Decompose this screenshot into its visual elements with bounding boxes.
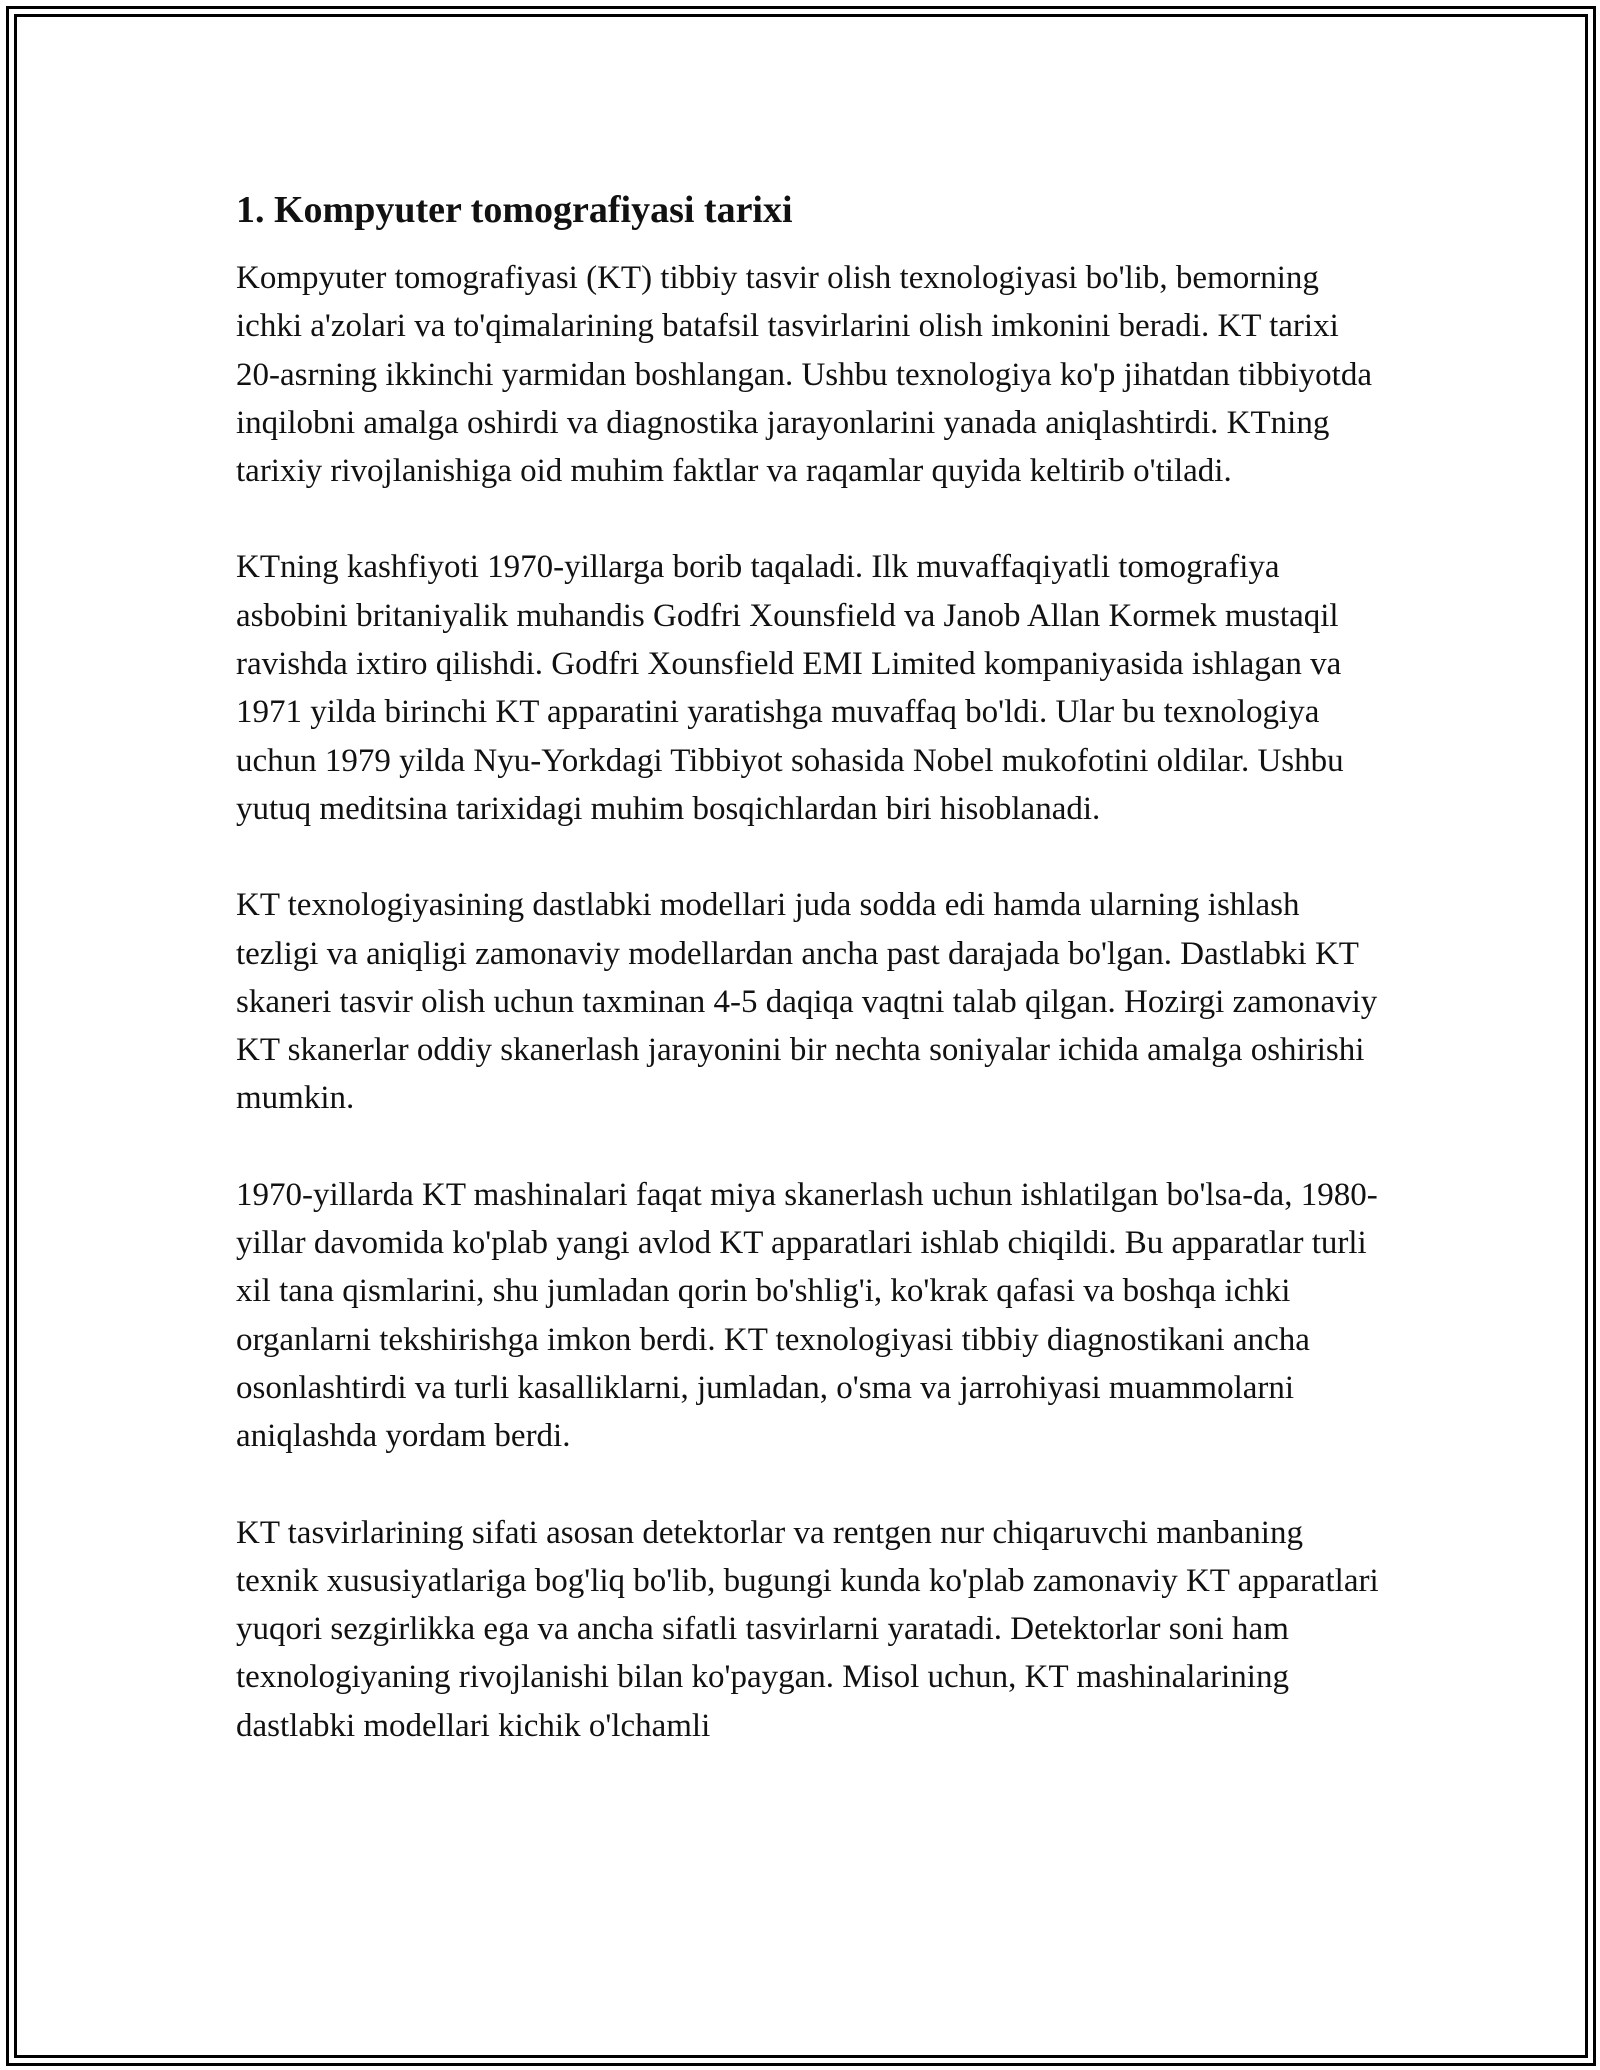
paragraph-1: Kompyuter tomografiyasi (KT) tibbiy tasvir olish texnologiyasi bo'lib, bemorning ichki a'zolari va to'qimalarining batafsil tasvirlarini olish imkonini beradi. KT tarixi 20-asrning ikkinchi yarmidan boshlangan. Ushbu texnologiya ko'p jihatdan tibbiyotda inqilobni amalga oshirdi va diagnostika jarayonlarini yanada aniqlashtirdi. KTning tarixiy rivojlanishiga oid muhim faktlar va raqamlar quyida keltirib o'tiladi. <box>236 260 1373 490</box>
paragraph-4: 1970-yillarda KT mashinalari faqat miya skanerlash uchun ishlatilgan bo'lsa-da, 1980-yillar davomida ko'plab yangi avlod KT apparatlari ishlab chiqildi. Bu apparatlar turli xil tana qismlarini, shu jumladan qorin bo'shlig'i, ko'krak qafasi va boshqa ichki organlarni tekshirishga imkon berdi. KT texnologiyasi tibbiy diagnostikani ancha osonlashtirdi va turli kasalliklarni, jumladan, o'sma va jarrohiyasi muammolarni aniqlashda yordam berdi. <box>236 1176 1378 1455</box>
paragraph-2: KTning kashfiyoti 1970-yillarga borib taqaladi. Ilk muvaffaqiyatli tomografiya asbobini britaniyalik muhandis Godfri Xounsfield va Janob Allan Kormek mustaqil ravishda ixtiro qilishdi. Godfri Xounsfield EMI Limited kompaniyasida ishlagan va 1971 yilda birinchi KT apparatini yaratishga muvaffaq bo'ldi. Ular bu texnologiya uchun 1979 yilda Nyu-Yorkdagi Tibbiyot sohasida Nobel mukofotini oldilar. Ushbu yutuq meditsina tarixidagi muhim bosqichlardan biri hisoblanadi. <box>236 549 1344 827</box>
paragraph-5: KT tasvirlarining sifati asosan detektorlar va rentgen nur chiqaruvchi manbaning texnik xususiyatlariga bog'liq bo'lib, bugungi kunda ko'plab zamonaviy KT apparatlari yuqori sezgirlikka ega va ancha sifatli tasvirlarni yaratadi. Detektorlar soni ham texnologiyaning rivojlanishi bilan ko'paygan. Misol uchun, KT mashinalarining dastlabki modellari kichik o'lchamli <box>236 1514 1379 1744</box>
section-heading: 1. Kompyuter tomografiyasi tarixi <box>236 189 793 231</box>
paragraph-3: KT texnologiyasining dastlabki modellari juda sodda edi hamda ularning ishlash tezligi va aniqligi zamonaviy modellardan ancha past darajada bo'lgan. Dastlabki KT skaneri tasvir olish uchun taxminan 4-5 daqiqa vaqtni talab qilgan. Hozirgi zamonaviy KT skanerlar oddiy skanerlash jarayonini bir nechta soniyalar ichida amalga oshirishi mumkin. <box>236 887 1378 1117</box>
document-body <box>236 186 1386 1798</box>
